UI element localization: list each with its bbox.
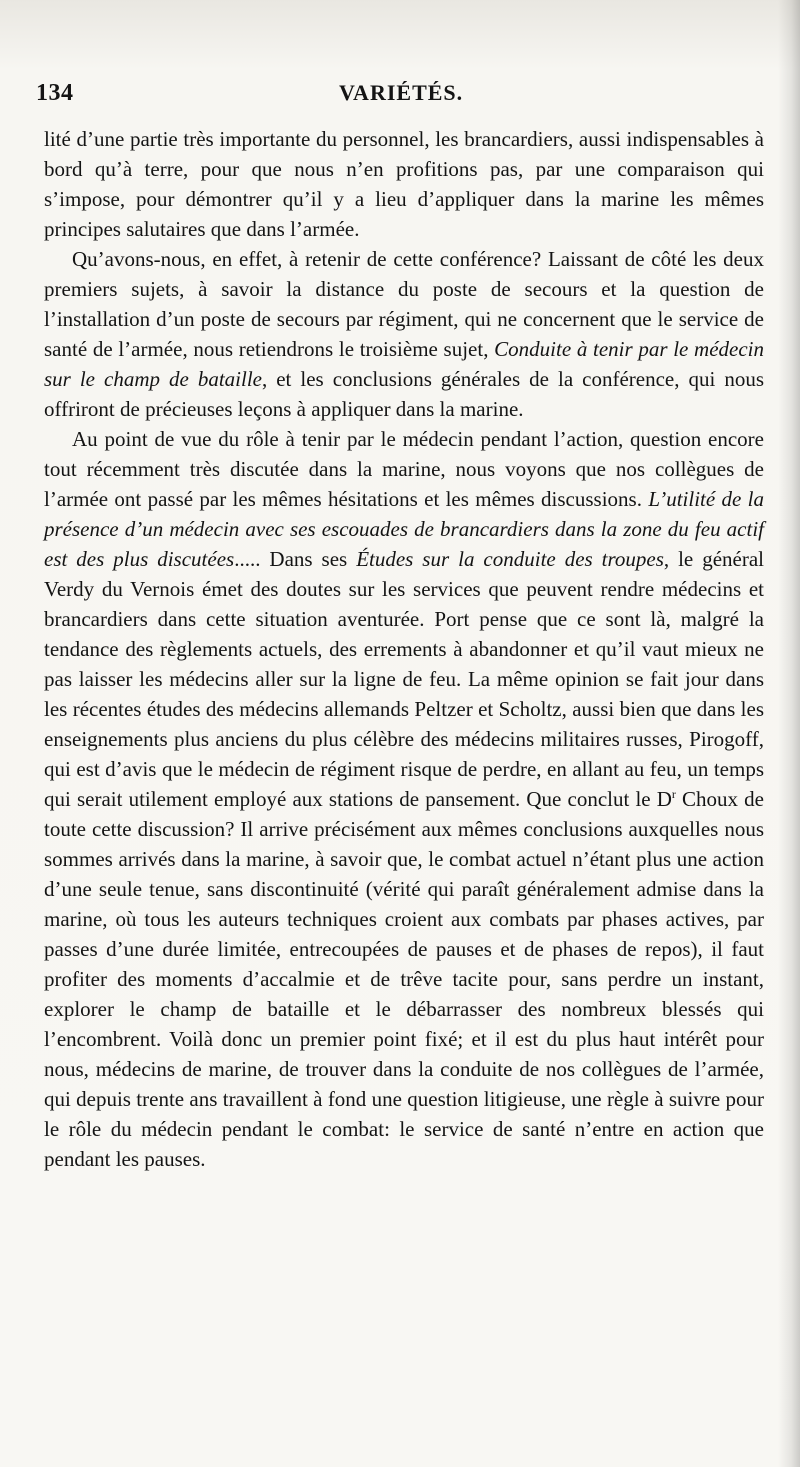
paragraph [44,244,764,424]
text-run: Au point de vue du rôle à tenir par le médecin pendant l’action, question encore tout récemment très discutée dans la marine, nous voyons que nos collègues de l’armée ont passé par les mêmes hésitations et les mêmes discussions. [44,427,764,511]
running-title: VARIÉTÉS. [339,80,464,105]
text-run: , le général Verdy du Vernois émet des doutes sur les services que peuvent rendre médecins et brancardiers dans cette situation aventurée. Port pense que ce sont là, malgré la tendance des règlements actuels, des errements à abandonner et qu’il vaut mieux ne pas laisser les médecins aller sur la ligne de feu. La même opinion se fait jour dans les récentes études des médecins allemands Peltzer et Scholtz, aussi bien que dans les enseignements plus anciens du plus célèbre des médecins militaires russes, Pirogoff, qui est d’avis que le médecin de régiment risque de perdre, en allant au feu, un temps qui serait utilement employé aux stations de pansement. Que conclut le D [44,547,765,811]
text-run: Choux de toute cette discussion? Il arrive précisément aux mêmes conclusions auxquelles nous sommes arrivés dans la marine, à savoir que, le combat actuel n’étant plus une action d’une seule tenue, sans discontinuité (vérité qui paraît généralement admise dans la marine, où tous les auteurs techniques croient aux combats par phases actives, par passes d’une durée limitée, entrecoupées de pauses et de phases de repos), il faut profiter des moments d’accalmie et de trêve tacite pour, sans perdre un instant, explorer le champ de bataille et le débarrasser des nombreux blessés qui l’encombrent. Voilà donc un premier point fixé; et il est du plus haut intérêt pour nous, médecins de marine, de trouver dans la conduite de nos collègues de l’armée, qui depuis trente ans travaillent à fond une question litigieuse, une règle à suivre pour le rôle du médecin pendant le combat: le service de santé n’entre en action que pendant les pauses. [44,787,765,1171]
paragraph [44,424,764,1174]
text-run: Qu’avons-nous, en effet, à retenir de cette conférence? Laissant de côté les deux premiers sujets, à savoir la distance du poste de secours et la question de l’installation d’un poste de secours par régiment, qui ne concernent que le service de santé de l’armée, nous retiendrons le troisième sujet, [44,247,764,361]
paragraph [44,124,764,244]
superscript-text: r [671,787,676,801]
body-text [44,124,764,1174]
italic-text: Études sur la conduite des troupes [356,547,664,571]
italic-text: L’utilité de la présence d’un médecin avec ses escouades de brancardiers dans la zone du feu actif est des plus discutées [44,487,764,571]
text-run: , et les conclusions générales de la conférence, qui nous offriront de précieuses leçons à appliquer dans la marine. [44,367,765,421]
italic-text: Conduite à tenir par le médecin sur le champ de bataille [44,337,764,391]
page-edge-shadow [778,0,800,1467]
text-run: lité d’une partie très importante du personnel, les brancardiers, aussi indispensables à bord qu’à terre, pour que nous n’en profitions pas, par une comparaison qui s’impose, pour démontrer qu’il y a lieu d’appliquer dans la marine les mêmes principes salutaires que dans l’armée. [44,127,764,241]
page-number: 134 [36,80,74,106]
text-run: ..... Dans ses [234,547,357,571]
page-header [36,80,764,120]
